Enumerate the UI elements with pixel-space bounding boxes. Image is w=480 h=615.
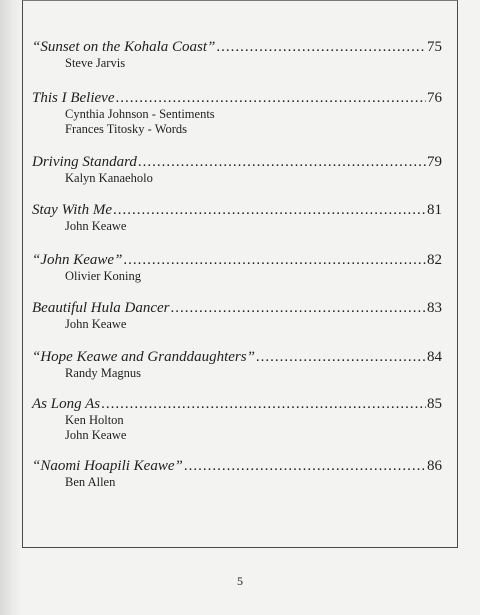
dot-leader — [123, 251, 426, 269]
toc-entry — [32, 89, 442, 153]
entry-credit: John Keawe — [65, 317, 127, 331]
dot-leader — [184, 457, 426, 475]
toc-entry — [32, 395, 442, 457]
entry-page-number: 83 — [427, 300, 442, 316]
entry-page-number: 82 — [427, 252, 442, 268]
page-edge-shadow — [0, 0, 22, 615]
entry-title: Beautiful Hula Dancer — [32, 300, 170, 316]
toc-entry — [32, 251, 442, 299]
dot-leader — [170, 299, 426, 317]
entry-credit: John Keawe — [65, 219, 127, 233]
entry-page-number: 75 — [427, 39, 442, 55]
toc-entry — [32, 153, 442, 201]
entry-credit: Frances Titosky - Words — [65, 122, 188, 136]
entry-title: “Sunset on the Kohala Coast” — [32, 39, 216, 55]
dot-leader — [101, 395, 426, 413]
entry-title: Driving Standard — [32, 154, 137, 170]
entry-credit: Ben Allen — [65, 475, 116, 489]
toc-entry — [32, 299, 442, 348]
entry-page-number: 79 — [427, 154, 442, 170]
entry-title: This I Believe — [32, 90, 115, 106]
entry-title: As Long As — [32, 396, 101, 412]
entry-title: Stay With Me — [32, 202, 112, 218]
toc-entry — [32, 201, 442, 251]
dot-leader — [256, 348, 426, 366]
dot-leader — [138, 153, 426, 171]
entry-page-number: 86 — [427, 458, 442, 474]
entry-credit: Randy Magnus — [65, 366, 142, 380]
entry-page-number: 81 — [427, 202, 442, 218]
entry-title: “John Keawe” — [32, 252, 123, 268]
entry-page-number: 84 — [427, 349, 442, 365]
entry-credit: Steve Jarvis — [65, 56, 126, 70]
toc-entry — [32, 38, 442, 89]
entry-title: “Naomi Hoapili Keawe” — [32, 458, 183, 474]
entry-credit: Kalyn Kanaeholo — [65, 171, 153, 185]
entry-credit: Cynthia Johnson - Sentiments — [65, 107, 215, 121]
toc-entry — [32, 457, 442, 497]
entry-title: “Hope Keawe and Granddaughters” — [32, 349, 255, 365]
entry-credit: Ken Holton — [65, 413, 124, 427]
dot-leader — [115, 89, 426, 107]
toc-entry — [32, 348, 442, 395]
entry-page-number: 76 — [427, 90, 442, 106]
table-of-contents — [32, 38, 442, 497]
dot-leader — [113, 201, 426, 219]
page-number: 5 — [237, 574, 243, 588]
entry-credit: John Keawe — [65, 428, 127, 442]
entry-page-number: 85 — [427, 396, 442, 412]
dot-leader — [216, 38, 426, 56]
entry-credit: Olivier Koning — [65, 269, 142, 283]
